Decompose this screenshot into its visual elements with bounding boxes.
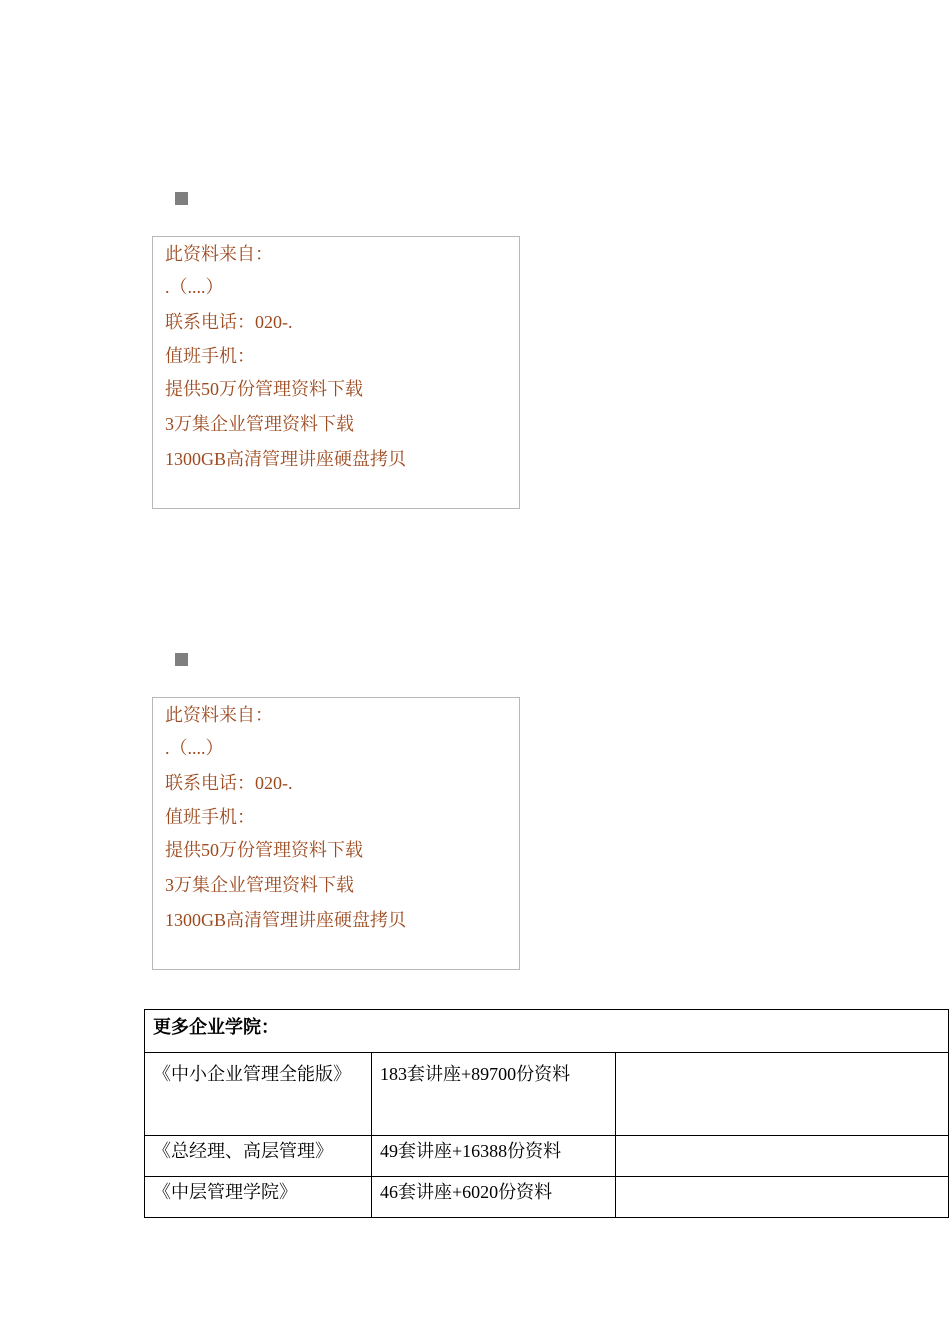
info-box bbox=[152, 236, 520, 509]
academy-extra bbox=[616, 1177, 949, 1218]
info-offer-videos: 3万集企业管理资料下载 bbox=[165, 875, 354, 895]
info-phone: 联系电话：020-. bbox=[165, 312, 293, 332]
academy-table-heading: 更多企业学院： bbox=[145, 1010, 949, 1053]
academy-name: 《总经理、高层管理》 bbox=[145, 1136, 372, 1177]
info-source-label: 此资料来自： bbox=[165, 244, 273, 264]
info-offer-videos: 3万集企业管理资料下载 bbox=[165, 414, 354, 434]
info-offer-disk: 1300GB高清管理讲座硬盘拷贝 bbox=[165, 449, 407, 469]
square-bullet-icon bbox=[175, 653, 188, 666]
academy-table bbox=[144, 1009, 949, 1218]
academy-name: 《中层管理学院》 bbox=[145, 1177, 372, 1218]
info-mobile: 值班手机： bbox=[165, 346, 255, 366]
square-bullet-icon bbox=[175, 192, 188, 205]
info-source-value: .（....） bbox=[165, 277, 224, 297]
info-offer-docs: 提供50万份管理资料下载 bbox=[165, 840, 363, 860]
info-mobile: 值班手机： bbox=[165, 807, 255, 827]
academy-name: 《中小企业管理全能版》 bbox=[145, 1053, 372, 1136]
info-offer-disk: 1300GB高清管理讲座硬盘拷贝 bbox=[165, 910, 407, 930]
info-box bbox=[152, 697, 520, 970]
info-phone: 联系电话：020-. bbox=[165, 773, 293, 793]
info-source-value: .（....） bbox=[165, 738, 224, 758]
academy-content: 46套讲座+6020份资料 bbox=[372, 1177, 616, 1218]
academy-content: 183套讲座+89700份资料 bbox=[372, 1053, 616, 1136]
table-row bbox=[145, 1053, 949, 1136]
academy-extra bbox=[616, 1053, 949, 1136]
info-offer-docs: 提供50万份管理资料下载 bbox=[165, 379, 363, 399]
academy-content: 49套讲座+16388份资料 bbox=[372, 1136, 616, 1177]
academy-extra bbox=[616, 1136, 949, 1177]
table-row bbox=[145, 1136, 949, 1177]
table-row bbox=[145, 1177, 949, 1218]
info-source-label: 此资料来自： bbox=[165, 705, 273, 725]
